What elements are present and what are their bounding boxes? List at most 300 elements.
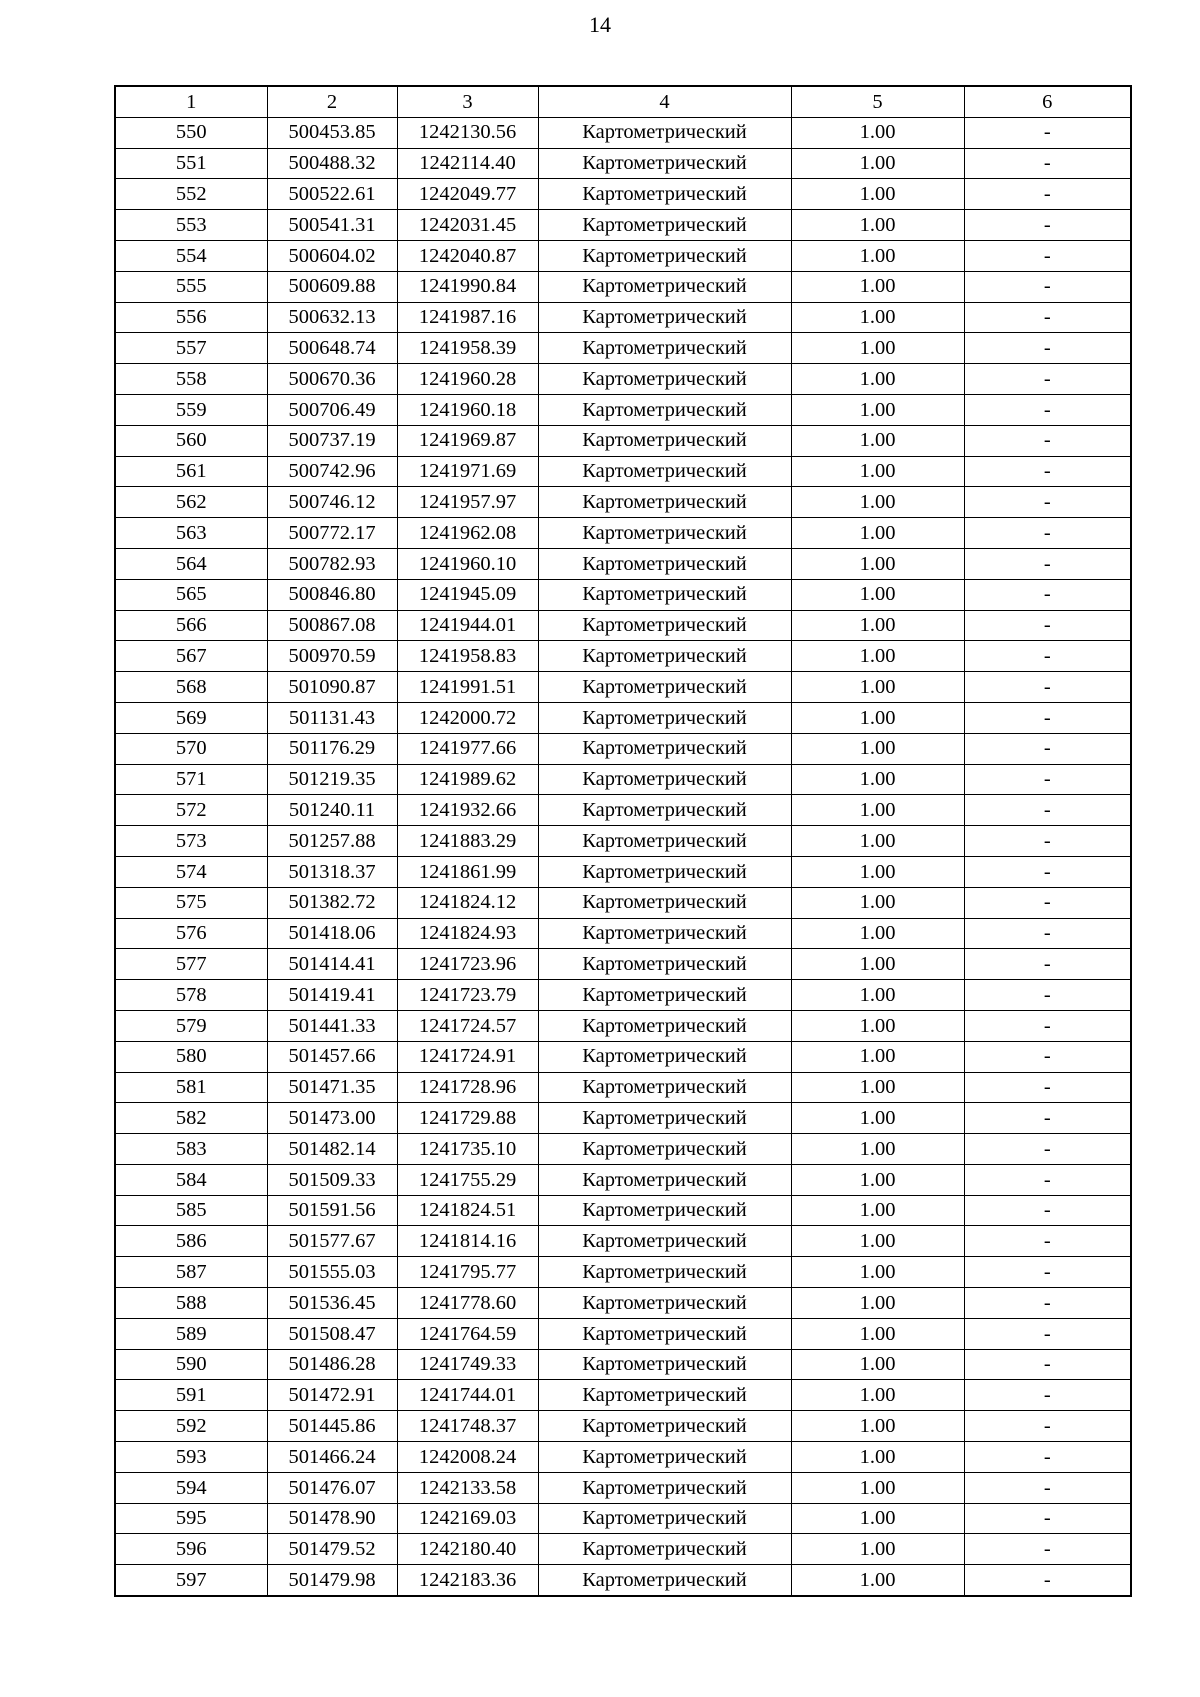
note-cell: - [964,1318,1131,1349]
point-number-cell: 592 [115,1411,267,1442]
accuracy-cell: 1.00 [791,210,964,241]
note-cell: - [964,1226,1131,1257]
note-cell: - [964,1349,1131,1380]
point-number-cell: 595 [115,1503,267,1534]
point-number-cell: 577 [115,949,267,980]
x-coordinate-cell: 501591.56 [267,1195,397,1226]
table-row [115,610,1131,641]
accuracy-cell: 1.00 [791,1226,964,1257]
table-row [115,733,1131,764]
note-cell: - [964,1072,1131,1103]
note-cell: - [964,333,1131,364]
method-cell: Картометрический [538,1442,791,1473]
table-row [115,1534,1131,1565]
method-cell: Картометрический [538,1318,791,1349]
point-number-cell: 590 [115,1349,267,1380]
method-cell: Картометрический [538,1380,791,1411]
method-cell: Картометрический [538,271,791,302]
y-coordinate-cell: 1241814.16 [397,1226,538,1257]
note-cell: - [964,394,1131,425]
x-coordinate-cell: 501441.33 [267,1010,397,1041]
y-coordinate-cell: 1241957.97 [397,487,538,518]
accuracy-cell: 1.00 [791,733,964,764]
x-coordinate-cell: 501176.29 [267,733,397,764]
table-row [115,1041,1131,1072]
point-number-cell: 583 [115,1134,267,1165]
note-cell: - [964,1041,1131,1072]
point-number-cell: 582 [115,1103,267,1134]
y-coordinate-cell: 1242133.58 [397,1472,538,1503]
table-row [115,980,1131,1011]
accuracy-cell: 1.00 [791,394,964,425]
method-cell: Картометрический [538,1472,791,1503]
y-coordinate-cell: 1241958.39 [397,333,538,364]
y-coordinate-cell: 1241962.08 [397,518,538,549]
accuracy-cell: 1.00 [791,856,964,887]
y-coordinate-cell: 1242049.77 [397,179,538,210]
table-row [115,1503,1131,1534]
table-row [115,271,1131,302]
y-coordinate-cell: 1241749.33 [397,1349,538,1380]
method-cell: Картометрический [538,1072,791,1103]
method-cell: Картометрический [538,1195,791,1226]
method-cell: Картометрический [538,148,791,179]
y-coordinate-cell: 1241987.16 [397,302,538,333]
table-row [115,764,1131,795]
accuracy-cell: 1.00 [791,702,964,733]
method-cell: Картометрический [538,364,791,395]
point-number-cell: 588 [115,1288,267,1319]
table-row [115,1257,1131,1288]
note-cell: - [964,949,1131,980]
table-row [115,1226,1131,1257]
table-row [115,1134,1131,1165]
method-cell: Картометрический [538,1041,791,1072]
method-cell: Картометрический [538,302,791,333]
point-number-cell: 585 [115,1195,267,1226]
x-coordinate-cell: 501508.47 [267,1318,397,1349]
note-cell: - [964,425,1131,456]
x-coordinate-cell: 501482.14 [267,1134,397,1165]
column-header: 4 [538,86,791,117]
x-coordinate-cell: 501445.86 [267,1411,397,1442]
x-coordinate-cell: 500453.85 [267,117,397,148]
point-number-cell: 569 [115,702,267,733]
accuracy-cell: 1.00 [791,1472,964,1503]
accuracy-cell: 1.00 [791,1195,964,1226]
point-number-cell: 559 [115,394,267,425]
y-coordinate-cell: 1241729.88 [397,1103,538,1134]
point-number-cell: 579 [115,1010,267,1041]
note-cell: - [964,1164,1131,1195]
note-cell: - [964,179,1131,210]
y-coordinate-cell: 1241824.12 [397,887,538,918]
accuracy-cell: 1.00 [791,302,964,333]
x-coordinate-cell: 501457.66 [267,1041,397,1072]
x-coordinate-cell: 500742.96 [267,456,397,487]
point-number-cell: 550 [115,117,267,148]
method-cell: Картометрический [538,1226,791,1257]
y-coordinate-cell: 1241960.28 [397,364,538,395]
method-cell: Картометрический [538,487,791,518]
note-cell: - [964,117,1131,148]
accuracy-cell: 1.00 [791,271,964,302]
point-number-cell: 594 [115,1472,267,1503]
table-row [115,548,1131,579]
table-row [115,702,1131,733]
point-number-cell: 572 [115,795,267,826]
method-cell: Картометрический [538,1257,791,1288]
table-row [115,1380,1131,1411]
x-coordinate-cell: 500970.59 [267,641,397,672]
x-coordinate-cell: 501131.43 [267,702,397,733]
table-row [115,918,1131,949]
method-cell: Картометрический [538,856,791,887]
note-cell: - [964,1103,1131,1134]
accuracy-cell: 1.00 [791,1534,964,1565]
method-cell: Картометрический [538,425,791,456]
table-row [115,364,1131,395]
y-coordinate-cell: 1241723.79 [397,980,538,1011]
point-number-cell: 586 [115,1226,267,1257]
point-number-cell: 571 [115,764,267,795]
note-cell: - [964,1288,1131,1319]
point-number-cell: 566 [115,610,267,641]
note-cell: - [964,1503,1131,1534]
accuracy-cell: 1.00 [791,826,964,857]
note-cell: - [964,918,1131,949]
table-row [115,1010,1131,1041]
method-cell: Картометрический [538,1103,791,1134]
method-cell: Картометрический [538,918,791,949]
point-number-cell: 554 [115,240,267,271]
accuracy-cell: 1.00 [791,1041,964,1072]
point-number-cell: 578 [115,980,267,1011]
accuracy-cell: 1.00 [791,1010,964,1041]
accuracy-cell: 1.00 [791,1103,964,1134]
note-cell: - [964,487,1131,518]
note-cell: - [964,887,1131,918]
point-number-cell: 587 [115,1257,267,1288]
y-coordinate-cell: 1242180.40 [397,1534,538,1565]
accuracy-cell: 1.00 [791,579,964,610]
method-cell: Картометрический [538,641,791,672]
note-cell: - [964,1195,1131,1226]
table-row [115,949,1131,980]
y-coordinate-cell: 1241778.60 [397,1288,538,1319]
point-number-cell: 575 [115,887,267,918]
note-cell: - [964,148,1131,179]
y-coordinate-cell: 1241969.87 [397,425,538,456]
note-cell: - [964,271,1131,302]
y-coordinate-cell: 1241960.18 [397,394,538,425]
method-cell: Картометрический [538,210,791,241]
x-coordinate-cell: 501486.28 [267,1349,397,1380]
method-cell: Картометрический [538,456,791,487]
note-cell: - [964,579,1131,610]
y-coordinate-cell: 1241960.10 [397,548,538,579]
y-coordinate-cell: 1242114.40 [397,148,538,179]
point-number-cell: 576 [115,918,267,949]
accuracy-cell: 1.00 [791,518,964,549]
accuracy-cell: 1.00 [791,179,964,210]
x-coordinate-cell: 501471.35 [267,1072,397,1103]
accuracy-cell: 1.00 [791,364,964,395]
method-cell: Картометрический [538,672,791,703]
x-coordinate-cell: 501257.88 [267,826,397,857]
point-number-cell: 567 [115,641,267,672]
x-coordinate-cell: 501466.24 [267,1442,397,1473]
point-number-cell: 568 [115,672,267,703]
x-coordinate-cell: 501478.90 [267,1503,397,1534]
x-coordinate-cell: 501473.00 [267,1103,397,1134]
coordinates-table [114,85,1132,1597]
y-coordinate-cell: 1242008.24 [397,1442,538,1473]
method-cell: Картометрический [538,1164,791,1195]
y-coordinate-cell: 1241728.96 [397,1072,538,1103]
table-row [115,1349,1131,1380]
accuracy-cell: 1.00 [791,333,964,364]
point-number-cell: 580 [115,1041,267,1072]
x-coordinate-cell: 500737.19 [267,425,397,456]
table-row [115,641,1131,672]
column-header: 6 [964,86,1131,117]
table-row [115,1195,1131,1226]
point-number-cell: 565 [115,579,267,610]
x-coordinate-cell: 501577.67 [267,1226,397,1257]
table-row [115,240,1131,271]
x-coordinate-cell: 500746.12 [267,487,397,518]
y-coordinate-cell: 1241990.84 [397,271,538,302]
column-header: 3 [397,86,538,117]
method-cell: Картометрический [538,518,791,549]
y-coordinate-cell: 1241724.57 [397,1010,538,1041]
note-cell: - [964,980,1131,1011]
method-cell: Картометрический [538,887,791,918]
x-coordinate-cell: 501090.87 [267,672,397,703]
accuracy-cell: 1.00 [791,887,964,918]
method-cell: Картометрический [538,1010,791,1041]
accuracy-cell: 1.00 [791,918,964,949]
accuracy-cell: 1.00 [791,1257,964,1288]
x-coordinate-cell: 500772.17 [267,518,397,549]
note-cell: - [964,1257,1131,1288]
x-coordinate-cell: 500632.13 [267,302,397,333]
table-row [115,1164,1131,1195]
table-row [115,179,1131,210]
x-coordinate-cell: 500609.88 [267,271,397,302]
y-coordinate-cell: 1242040.87 [397,240,538,271]
point-number-cell: 581 [115,1072,267,1103]
note-cell: - [964,240,1131,271]
y-coordinate-cell: 1241991.51 [397,672,538,703]
x-coordinate-cell: 501382.72 [267,887,397,918]
accuracy-cell: 1.00 [791,980,964,1011]
table-row [115,210,1131,241]
point-number-cell: 551 [115,148,267,179]
x-coordinate-cell: 501479.52 [267,1534,397,1565]
note-cell: - [964,1565,1131,1596]
y-coordinate-cell: 1241824.93 [397,918,538,949]
x-coordinate-cell: 501318.37 [267,856,397,887]
table-row [115,394,1131,425]
table-header-row [115,86,1131,117]
note-cell: - [964,518,1131,549]
y-coordinate-cell: 1241824.51 [397,1195,538,1226]
y-coordinate-cell: 1241735.10 [397,1134,538,1165]
method-cell: Картометрический [538,240,791,271]
x-coordinate-cell: 501472.91 [267,1380,397,1411]
method-cell: Картометрический [538,1288,791,1319]
point-number-cell: 597 [115,1565,267,1596]
y-coordinate-cell: 1241764.59 [397,1318,538,1349]
method-cell: Картометрический [538,394,791,425]
x-coordinate-cell: 500867.08 [267,610,397,641]
x-coordinate-cell: 500782.93 [267,548,397,579]
x-coordinate-cell: 501509.33 [267,1164,397,1195]
x-coordinate-cell: 501240.11 [267,795,397,826]
table-row [115,1472,1131,1503]
x-coordinate-cell: 500604.02 [267,240,397,271]
note-cell: - [964,210,1131,241]
table-row [115,487,1131,518]
x-coordinate-cell: 501479.98 [267,1565,397,1596]
table-row [115,887,1131,918]
point-number-cell: 573 [115,826,267,857]
accuracy-cell: 1.00 [791,425,964,456]
method-cell: Картометрический [538,333,791,364]
point-number-cell: 557 [115,333,267,364]
x-coordinate-cell: 501555.03 [267,1257,397,1288]
accuracy-cell: 1.00 [791,610,964,641]
method-cell: Картометрический [538,795,791,826]
table-row [115,1103,1131,1134]
point-number-cell: 591 [115,1380,267,1411]
method-cell: Картометрический [538,980,791,1011]
method-cell: Картометрический [538,949,791,980]
method-cell: Картометрический [538,733,791,764]
y-coordinate-cell: 1241944.01 [397,610,538,641]
method-cell: Картометрический [538,548,791,579]
method-cell: Картометрический [538,1534,791,1565]
y-coordinate-cell: 1242183.36 [397,1565,538,1596]
table-row [115,148,1131,179]
accuracy-cell: 1.00 [791,117,964,148]
table-row [115,1565,1131,1596]
table-row [115,856,1131,887]
note-cell: - [964,456,1131,487]
x-coordinate-cell: 501536.45 [267,1288,397,1319]
y-coordinate-cell: 1241883.29 [397,826,538,857]
accuracy-cell: 1.00 [791,548,964,579]
x-coordinate-cell: 500648.74 [267,333,397,364]
y-coordinate-cell: 1241971.69 [397,456,538,487]
point-number-cell: 558 [115,364,267,395]
note-cell: - [964,641,1131,672]
y-coordinate-cell: 1241723.96 [397,949,538,980]
note-cell: - [964,1134,1131,1165]
point-number-cell: 556 [115,302,267,333]
note-cell: - [964,1442,1131,1473]
table-row [115,518,1131,549]
note-cell: - [964,1411,1131,1442]
x-coordinate-cell: 500670.36 [267,364,397,395]
table-row [115,1072,1131,1103]
accuracy-cell: 1.00 [791,148,964,179]
x-coordinate-cell: 500488.32 [267,148,397,179]
accuracy-cell: 1.00 [791,672,964,703]
accuracy-cell: 1.00 [791,1318,964,1349]
note-cell: - [964,795,1131,826]
x-coordinate-cell: 501418.06 [267,918,397,949]
point-number-cell: 563 [115,518,267,549]
point-number-cell: 552 [115,179,267,210]
table-body [115,117,1131,1596]
table-row [115,1288,1131,1319]
note-cell: - [964,672,1131,703]
table-row [115,1442,1131,1473]
note-cell: - [964,548,1131,579]
point-number-cell: 553 [115,210,267,241]
accuracy-cell: 1.00 [791,1565,964,1596]
method-cell: Картометрический [538,579,791,610]
note-cell: - [964,1380,1131,1411]
column-header: 5 [791,86,964,117]
y-coordinate-cell: 1241989.62 [397,764,538,795]
accuracy-cell: 1.00 [791,1134,964,1165]
point-number-cell: 570 [115,733,267,764]
column-header: 1 [115,86,267,117]
method-cell: Картометрический [538,1565,791,1596]
accuracy-cell: 1.00 [791,1380,964,1411]
y-coordinate-cell: 1241977.66 [397,733,538,764]
note-cell: - [964,702,1131,733]
table-row [115,579,1131,610]
accuracy-cell: 1.00 [791,641,964,672]
accuracy-cell: 1.00 [791,949,964,980]
table-row [115,1318,1131,1349]
y-coordinate-cell: 1241932.66 [397,795,538,826]
method-cell: Картометрический [538,764,791,795]
accuracy-cell: 1.00 [791,1442,964,1473]
note-cell: - [964,733,1131,764]
method-cell: Картометрический [538,826,791,857]
point-number-cell: 555 [115,271,267,302]
note-cell: - [964,856,1131,887]
y-coordinate-cell: 1242031.45 [397,210,538,241]
y-coordinate-cell: 1241795.77 [397,1257,538,1288]
accuracy-cell: 1.00 [791,1164,964,1195]
note-cell: - [964,364,1131,395]
table-row [115,425,1131,456]
table-row [115,672,1131,703]
method-cell: Картометрический [538,1411,791,1442]
note-cell: - [964,826,1131,857]
point-number-cell: 560 [115,425,267,456]
x-coordinate-cell: 500522.61 [267,179,397,210]
y-coordinate-cell: 1241744.01 [397,1380,538,1411]
y-coordinate-cell: 1241958.83 [397,641,538,672]
note-cell: - [964,610,1131,641]
method-cell: Картометрический [538,610,791,641]
point-number-cell: 564 [115,548,267,579]
point-number-cell: 561 [115,456,267,487]
method-cell: Картометрический [538,179,791,210]
table-row [115,333,1131,364]
accuracy-cell: 1.00 [791,1349,964,1380]
accuracy-cell: 1.00 [791,1503,964,1534]
y-coordinate-cell: 1241724.91 [397,1041,538,1072]
